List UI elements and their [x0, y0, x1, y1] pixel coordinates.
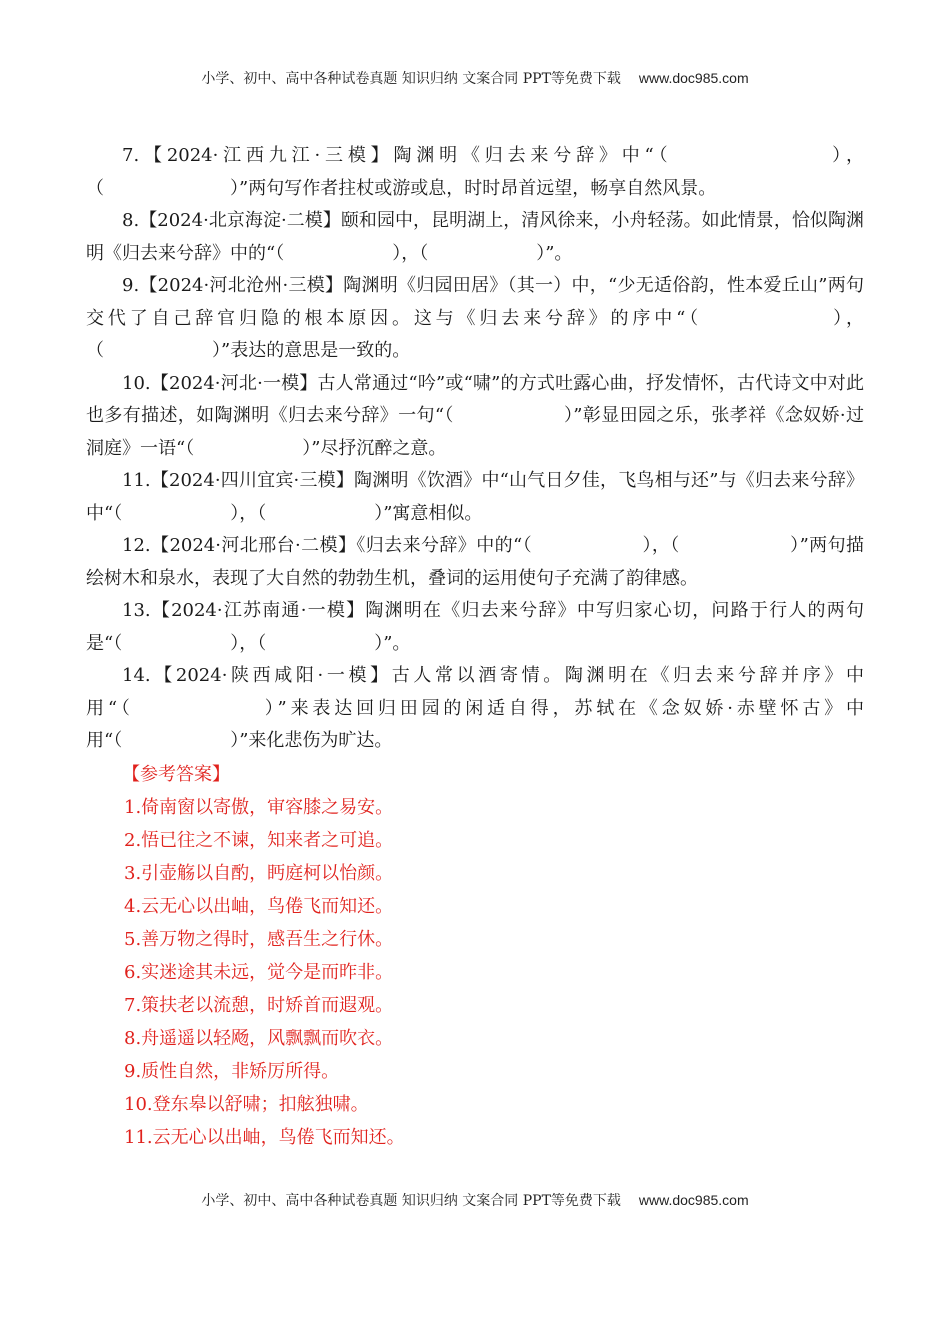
- answer-7: 7.策扶老以流憩，时矫首而遐观。: [124, 994, 394, 1016]
- question-13: 13.【2024·江苏南通·一模】陶渊明在《归去来兮辞》中写归家心切，问路于行人的两句是“（ ），（ ）”。: [86, 600, 864, 654]
- answer-10: 10.登东皋以舒啸；扣舷独啸。: [124, 1093, 369, 1115]
- answer-1: 1.倚南窗以寄傲，审容膝之易安。: [124, 796, 394, 818]
- footer-site-link[interactable]: www.doc985.com: [638, 1192, 749, 1208]
- question-7: 7.【2024·江西九江·三模】陶渊明《归去来兮辞》中“（ ），（ ）”两句写作者拄杖或游或息，时时昂首远望，畅享自然风景。: [86, 145, 864, 199]
- question-12: 12.【2024·河北邢台·二模】《归去来兮辞》中的“（ ），（ ）”两句描绘树木和泉水，表现了大自然的勃勃生机，叠词的运用使句子充满了韵律感。: [86, 535, 864, 589]
- header-text: 小学、初中、高中各种试卷真题 知识归纳 文案合同 PPT等免费下载: [201, 71, 621, 87]
- question-14: 14.【2024·陕西咸阳·一模】古人常以酒寄情。陶渊明在《归去来兮辞并序》中用“（ ）”来表达回归田园的闲适自得，苏轼在《念奴娇·赤壁怀古》中用“（ ）”来化悲伤为旷达。: [86, 665, 864, 751]
- answers-title: 【参考答案】: [122, 763, 230, 785]
- footer-text: 小学、初中、高中各种试卷真题 知识归纳 文案合同 PPT等免费下载: [201, 1193, 621, 1209]
- answer-4: 4.云无心以出岫，鸟倦飞而知还。: [124, 895, 394, 917]
- header-site-link[interactable]: www.doc985.com: [638, 70, 749, 86]
- document-body: [86, 140, 864, 1154]
- page-footer: [0, 1190, 950, 1210]
- question-8: 8.【2024·北京海淀·二模】颐和园中，昆明湖上，清风徐来，小舟轻荡。如此情景，恰似陶渊明《归去来兮辞》中的“（ ），（ ）”。: [86, 210, 864, 264]
- page-header: [0, 68, 950, 88]
- answer-section: [86, 758, 864, 1154]
- answer-8: 8.舟遥遥以轻飏，风飘飘而吹衣。: [124, 1027, 394, 1049]
- question-9: 9.【2024·河北沧州·三模】陶渊明《归园田居》（其一）中，“少无适俗韵，性本爱丘山”两句交代了自己辞官归隐的根本原因。这与《归去来兮辞》的序中“（ ），（ ）”表达的意思是一致的。: [86, 275, 864, 361]
- answer-6: 6.实迷途其未远，觉今是而昨非。: [124, 961, 394, 983]
- question-10: 10.【2024·河北·一模】古人常通过“吟”或“啸”的方式吐露心曲，抒发情怀，古代诗文中对此也多有描述，如陶渊明《归去来兮辞》一句“（ ）”彰显田园之乐，张孝祥《念奴娇·过洞庭》一语“（ ）”尽抒沉醉之意。: [86, 372, 864, 459]
- answer-3: 3.引壶觞以自酌，眄庭柯以怡颜。: [124, 862, 394, 884]
- answer-11: 11.云无心以出岫，鸟倦飞而知还。: [124, 1126, 405, 1148]
- question-11: 11.【2024·四川宜宾·三模】陶渊明《饮酒》中“山气日夕佳，飞鸟相与还”与《归去来兮辞》中“（ ），（ ）”寓意相似。: [86, 470, 864, 524]
- answer-5: 5.善万物之得时，感吾生之行休。: [124, 928, 394, 950]
- answer-2: 2.悟已往之不谏，知来者之可追。: [124, 829, 394, 851]
- answer-9: 9.质性自然，非矫厉所得。: [124, 1060, 340, 1082]
